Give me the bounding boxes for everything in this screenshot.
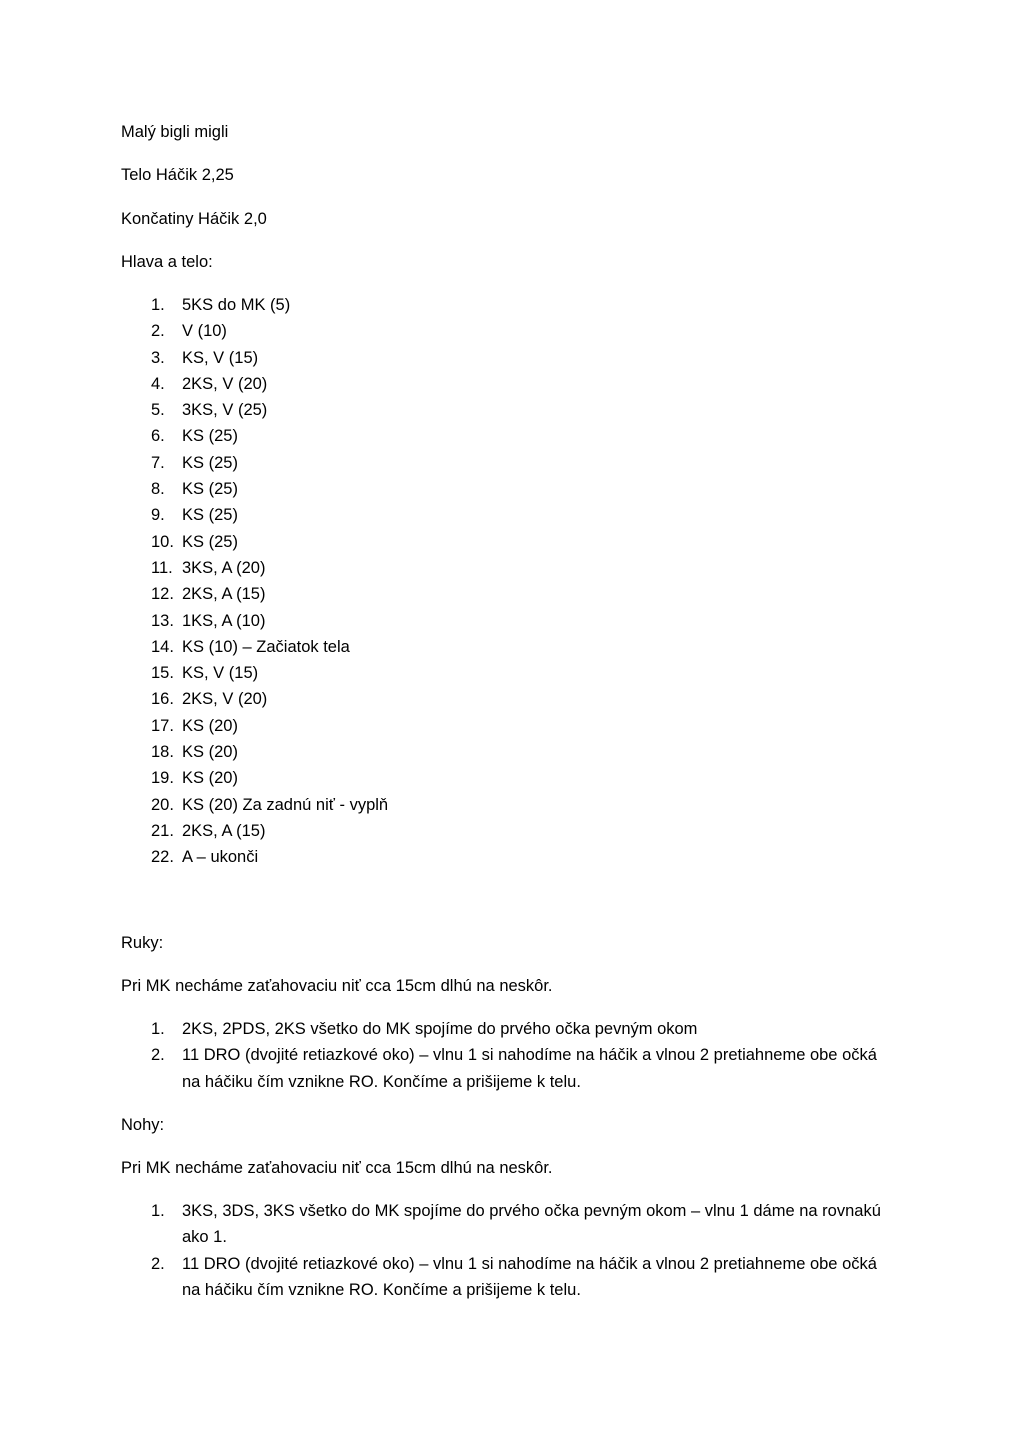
list-item-text: KS (25) — [182, 532, 238, 551]
legs-note: Pri MK necháme zaťahovaciu niť cca 15cm dlhú na neskôr. — [121, 1159, 553, 1177]
list-item-text: KS (20) — [182, 743, 238, 762]
legs-step — [121, 1198, 921, 1251]
list-item-text: KS (25) — [182, 480, 238, 499]
list-item-text: 2KS, V (20) — [182, 690, 268, 709]
list-item-number: 15. — [151, 664, 174, 683]
head-body-step — [121, 529, 921, 555]
list-item-number: 18. — [151, 743, 174, 762]
arms-note: Pri MK necháme zaťahovaciu niť cca 15cm dlhú na neskôr. — [121, 977, 553, 995]
list-item-number: 19. — [151, 769, 174, 788]
list-item-number: 10. — [151, 532, 174, 551]
list-item-number: 2. — [151, 322, 165, 341]
head-body-step — [121, 397, 921, 423]
hook-size-body: Telo Háčik 2,25 — [121, 166, 234, 184]
head-body-step — [121, 345, 921, 371]
list-item-number: 1. — [151, 1020, 165, 1038]
list-item-text: 2KS, A (15) — [182, 585, 266, 604]
list-item-number: 3. — [151, 348, 165, 367]
arms-step — [121, 1016, 921, 1042]
head-body-step — [121, 739, 921, 765]
list-item-number: 8. — [151, 480, 165, 499]
head-body-step — [121, 318, 921, 344]
head-body-step — [121, 502, 921, 528]
list-item-text: KS (20) — [182, 769, 238, 788]
list-item-text: 5KS do MK (5) — [182, 296, 291, 314]
document-title: Malý bigli migli — [121, 123, 229, 141]
head-body-step — [121, 292, 921, 318]
arms-step — [121, 1042, 921, 1095]
head-body-step — [121, 634, 921, 660]
hook-size-limbs: Končatiny Háčik 2,0 — [121, 210, 267, 228]
list-item-number: 14. — [151, 637, 174, 656]
legs-step — [121, 1251, 921, 1304]
list-item-number: 7. — [151, 453, 165, 472]
list-item-number: 13. — [151, 611, 174, 630]
list-item-number: 22. — [151, 848, 174, 867]
head-body-step — [121, 713, 921, 739]
section-heading-arms: Ruky: — [121, 934, 164, 952]
list-item-text: 3KS, 3DS, 3KS všetko do MK spojíme do prvého očka pevným okom – vlnu 1 dáme na rovnakú ako 1. — [182, 1202, 881, 1247]
list-item-number: 6. — [151, 427, 165, 446]
list-item-text: A – ukonči — [182, 848, 259, 867]
list-item-text: KS (20) — [182, 716, 238, 735]
list-item-number: 16. — [151, 690, 174, 709]
list-item-number: 2. — [151, 1046, 165, 1065]
list-item-number: 2. — [151, 1254, 165, 1273]
head-body-step — [121, 476, 921, 502]
list-item-text: 1KS, A (10) — [182, 611, 266, 630]
list-item-text: 11 DRO (dvojité retiazkové oko) – vlnu 1 si nahodíme na háčik a vlnou 2 pretiahneme obe očká na háčiku čím vznikne RO. Končíme a prišijeme k telu. — [182, 1254, 877, 1299]
list-item-number: 9. — [151, 506, 165, 525]
list-item-text: 2KS, 2PDS, 2KS všetko do MK spojíme do prvého očka pevným okom — [182, 1020, 698, 1038]
list-item-text: 3KS, A (20) — [182, 558, 266, 577]
list-item-text: KS (20) Za zadnú niť - vyplň — [182, 795, 389, 814]
list-item-number: 20. — [151, 795, 174, 814]
head-body-step — [121, 686, 921, 712]
list-item-text: 2KS, A (15) — [182, 821, 266, 840]
arms-steps-list — [121, 1016, 921, 1095]
legs-steps-list — [121, 1198, 921, 1303]
list-item-number: 17. — [151, 716, 174, 735]
list-item-number: 21. — [151, 821, 174, 840]
head-body-step — [121, 450, 921, 476]
list-item-number: 11. — [151, 558, 173, 577]
head-body-step — [121, 555, 921, 581]
head-body-step — [121, 844, 921, 870]
list-item-text: 2KS, V (20) — [182, 374, 268, 393]
list-item-text: KS, V (15) — [182, 664, 259, 683]
head-body-step — [121, 371, 921, 397]
list-item-text: 3KS, V (25) — [182, 401, 268, 420]
list-item-number: 12. — [151, 585, 174, 604]
list-item-text: V (10) — [182, 322, 227, 341]
list-item-number: 1. — [151, 1202, 165, 1220]
list-item-number: 1. — [151, 296, 165, 314]
list-item-number: 4. — [151, 374, 165, 393]
head-body-steps-list — [121, 292, 921, 871]
list-item-text: KS (10) – Začiatok tela — [182, 637, 350, 656]
list-item-text: KS (25) — [182, 427, 238, 446]
head-body-step — [121, 818, 921, 844]
list-item-text: 11 DRO (dvojité retiazkové oko) – vlnu 1 si nahodíme na háčik a vlnou 2 pretiahneme obe očká na háčiku čím vznikne RO. Končíme a prišijeme k telu. — [182, 1046, 877, 1091]
head-body-step — [121, 423, 921, 449]
list-item-text: KS (25) — [182, 506, 238, 525]
head-body-step — [121, 660, 921, 686]
list-item-text: KS (25) — [182, 453, 238, 472]
head-body-step — [121, 608, 921, 634]
head-body-step — [121, 765, 921, 791]
section-heading-head-body: Hlava a telo: — [121, 253, 213, 271]
head-body-step — [121, 581, 921, 607]
list-item-text: KS, V (15) — [182, 348, 259, 367]
list-item-number: 5. — [151, 401, 165, 420]
section-heading-legs: Nohy: — [121, 1116, 165, 1134]
head-body-step — [121, 792, 921, 818]
